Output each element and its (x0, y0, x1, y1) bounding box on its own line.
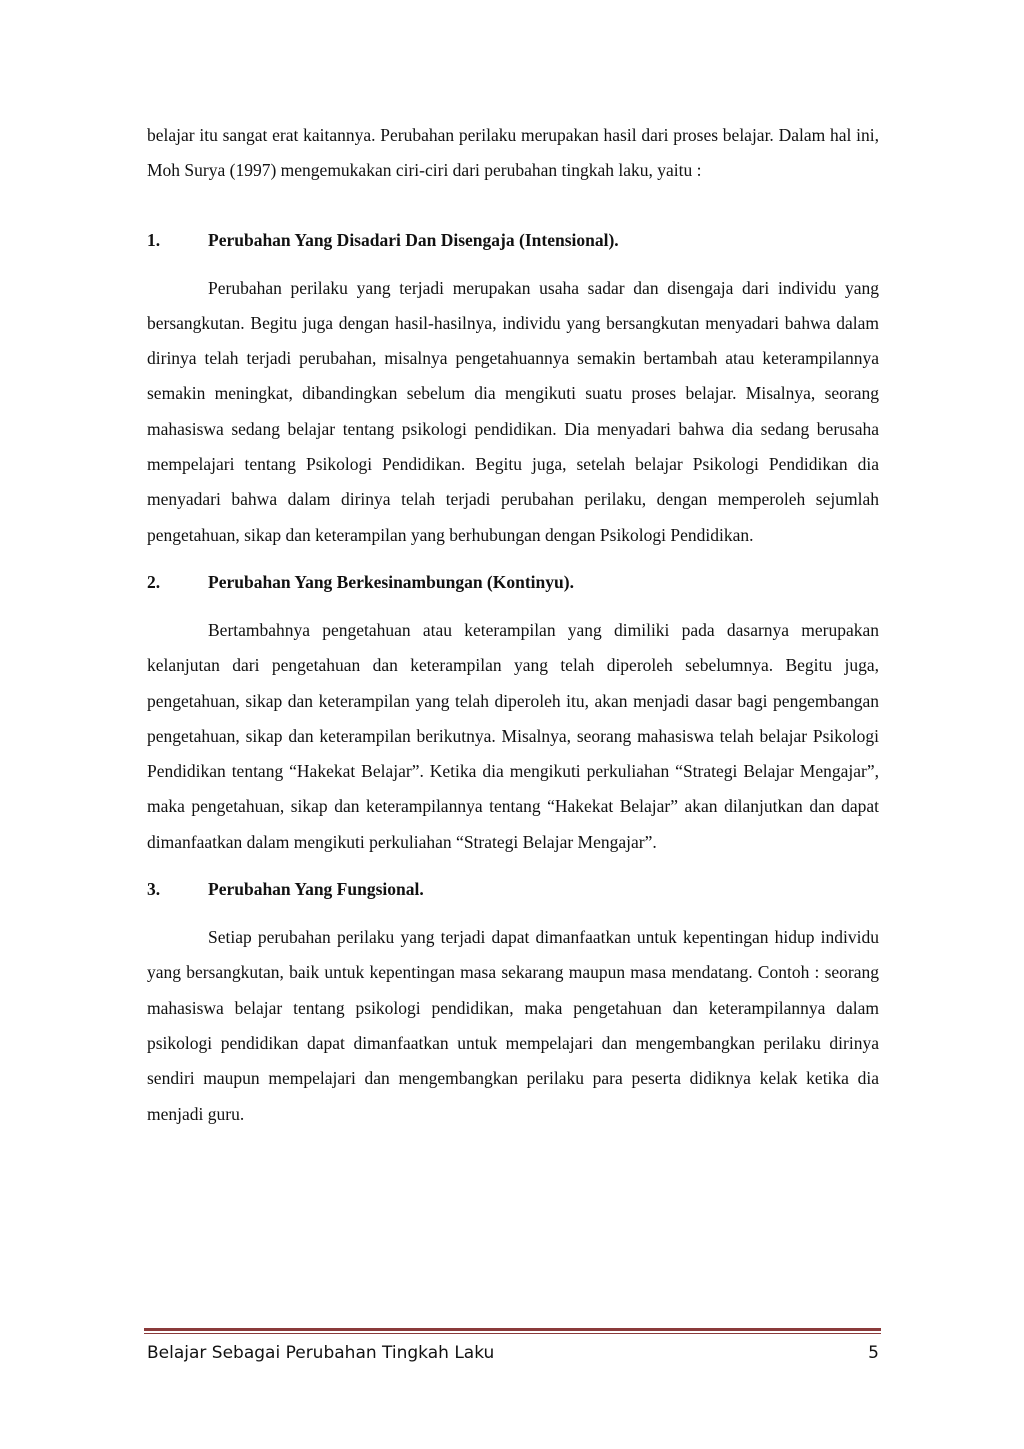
footer-title: Belajar Sebagai Perubahan Tingkah Laku (147, 1343, 495, 1363)
section-2-heading (147, 567, 879, 597)
page-number: 5 (868, 1343, 879, 1363)
section-2-title: Perubahan Yang Berkesinambungan (Kontinyu). (208, 571, 574, 592)
section-3-heading (147, 874, 879, 904)
footer-divider-thin (144, 1333, 881, 1334)
section-3-title: Perubahan Yang Fungsional. (208, 879, 424, 900)
intro-paragraph: belajar itu sangat erat kaitannya. Perubahan perilaku merupakan hasil dari proses belajar. Dalam hal ini, Moh Surya (1997) mengemukakan ciri-ciri dari perubahan tingkah laku, yaitu : (147, 125, 879, 181)
footer-divider (144, 1328, 881, 1335)
section-1-heading (147, 225, 879, 255)
footer-divider-thick (144, 1328, 881, 1331)
page-footer (147, 1340, 879, 1366)
section-2-body: Bertambahnya pengetahuan atau keterampilan yang dimiliki pada dasarnya merupakan kelanjutan dari pengetahuan dan keterampilan yang telah diperoleh sebelumnya. Begitu juga, pengetahuan, sikap dan keterampilan yang telah diperoleh itu, akan menjadi dasar bagi pengembangan pengetahuan, sikap dan keterampilan berikutnya. Misalnya, seorang mahasiswa telah belajar Psikologi Pendidikan tentang “Hakekat Belajar”. Ketika dia mengikuti perkuliahan “Strategi Belajar Mengajar”, maka pengetahuan, sikap dan keterampilannya tentang “Hakekat Belajar” akan dilanjutkan dan dapat dimanfaatkan dalam mengikuti perkuliahan “Strategi Belajar Mengajar”. (147, 619, 879, 852)
section-1-title: Perubahan Yang Disadari Dan Disengaja (Intensional). (208, 229, 619, 250)
section-3-number: 3. (147, 879, 161, 900)
section-3-body: Setiap perubahan perilaku yang terjadi dapat dimanfaatkan untuk kepentingan hidup individu yang bersangkutan, baik untuk kepentingan masa sekarang maupun masa mendatang. Contoh : seorang mahasiswa belajar tentang psikologi pendidikan, maka pengetahuan dan keterampilannya dalam psikologi pendidikan dapat dimanfaatkan untuk mempelajari dan mengembangkan perilaku dirinya sendiri maupun mempelajari dan mengembangkan perilaku para peserta didiknya kelak ketika dia menjadi guru. (147, 927, 879, 1124)
section-1-body: Perubahan perilaku yang terjadi merupakan usaha sadar dan disengaja dari individu yang bersangkutan. Begitu juga dengan hasil-hasilnya, individu yang bersangkutan menyadari bahwa dalam dirinya telah terjadi perubahan, misalnya pengetahuannya semakin bertambah atau keterampilannya semakin meningkat, dibandingkan sebelum dia mengikuti suatu proses belajar. Misalnya, seorang mahasiswa sedang belajar tentang psikologi pendidikan. Dia menyadari bahwa dia sedang berusaha mempelajari tentang Psikologi Pendidikan. Begitu juga, setelah belajar Psikologi Pendidikan dia menyadari bahwa dalam dirinya telah terjadi perubahan perilaku, dengan memperoleh sejumlah pengetahuan, sikap dan keterampilan yang berhubungan dengan Psikologi Pendidikan. (147, 277, 879, 545)
page-content (147, 118, 879, 1132)
section-1-number: 1. (147, 229, 161, 250)
section-2-number: 2. (147, 571, 161, 592)
